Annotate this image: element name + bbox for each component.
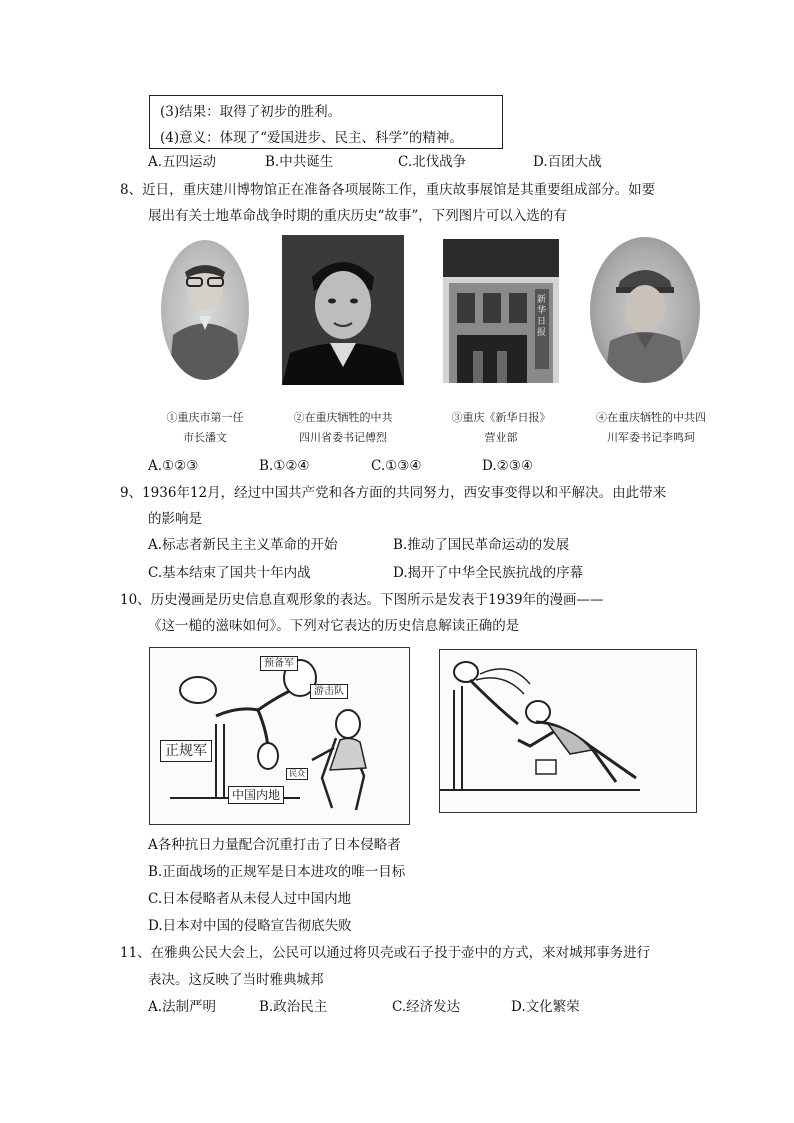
q8-stem-line-1: 8、近日，重庆建川博物馆正在准备各项展陈工作，重庆故事展馆是其重要组成部分。如要 [120,182,656,198]
photo-li-mingke [590,237,700,383]
q9-stem-line-1: 9、1936年12月，经过中国共产党和各方面的共同努力，西安事变得以和平解决。由此带来 [120,485,667,501]
caption-photo-1-line-2: 市长潘文 [183,431,227,444]
q11-stem-line-2: 表决。这反映了当时雅典城邦 [148,972,324,988]
cartoon-label-militia: 民众 [286,768,308,780]
q10-option-a[interactable]: A各种抗日力量配合沉重打击了日本侵略者 [148,837,401,853]
q7-option-b[interactable]: B.中共诞生 [265,154,334,170]
q10-option-c[interactable]: C.日本侵略者从未侵人过中国内地 [148,891,352,907]
q7-box-line-3: (3)结果：取得了初步的胜利。 [160,104,342,120]
photo-fu-lie [282,235,404,385]
q9-stem-line-2: 的影响是 [148,511,202,527]
q7-option-c[interactable]: C.北伐战争 [398,154,467,170]
q10-stem-line-2: 《这一槌的滋味如何》。下列对它表达的历史信息解读正确的是 [148,618,520,634]
caption-photo-1-line-1: ①重庆市第一任 [166,411,244,424]
q10-option-d[interactable]: D.日本对中国的侵略宣告彻底失败 [148,918,352,934]
q11-option-b[interactable]: B.政治民主 [259,999,328,1015]
q11-option-a[interactable]: A.法制严明 [148,999,217,1015]
photo-pan-wen [161,240,249,380]
photo-xinhua-daily-office [443,239,559,383]
cartoon-label-inland: 中国内地 [228,786,284,804]
q9-option-b[interactable]: B.推动了国民革命运动的发展 [393,537,570,553]
q10-option-b[interactable]: B.正面战场的正规军是日本进攻的唯一目标 [148,864,406,880]
q11-stem-line-1: 11、在雅典公民大会上，公民可以通过将贝壳或石子投于壶中的方式，来对城邦事务进行 [120,945,651,961]
caption-photo-3 [440,408,562,448]
caption-photo-2-line-1: ②在重庆牺牲的中共 [293,411,393,424]
caption-photo-4-line-1: ④在重庆牺牲的中共四 [596,411,706,424]
q8-option-a[interactable]: A.①②③ [148,458,199,474]
cartoon-label-guerrilla: 游击队 [310,684,348,699]
q11-option-d[interactable]: D.文化繁荣 [511,999,580,1015]
q7-clue-box [149,95,503,149]
caption-photo-1 [150,408,260,448]
cartoon-panel-left [149,647,410,825]
caption-photo-2 [280,408,406,448]
q8-option-d[interactable]: D.②③④ [482,458,533,474]
q8-option-c[interactable]: C.①③④ [371,458,422,474]
caption-photo-2-line-2: 四川省委书记傅烈 [299,431,387,444]
cartoon-panel-right [439,649,697,813]
xinhua-sign: 新华日报 [537,295,547,338]
q7-box-line-4: (4)意义：体现了“爱国进步、民主、科学”的精神。 [160,130,463,146]
q7-option-a[interactable]: A.五四运动 [148,154,217,170]
q11-option-c[interactable]: C.经济发达 [392,999,461,1015]
caption-photo-3-line-1: ③重庆《新华日报》 [451,411,551,424]
cartoon-label-regular-army: 正规军 [160,740,212,762]
cartoon-label-reserve: 预备军 [260,656,298,671]
q8-option-b[interactable]: B.①②④ [259,458,310,474]
q9-option-a[interactable]: A.标志者新民主主义革命的开始 [148,537,338,553]
caption-photo-3-line-2: 营业部 [484,431,518,444]
q10-stem-line-1: 10、历史漫画是历史信息直观形象的表达。下图所示是发表于1939年的漫画—— [120,592,604,608]
q9-option-c[interactable]: C.基本结束了国共十年内战 [148,565,311,581]
q9-option-d[interactable]: D.揭开了中华全民族抗战的序幕 [393,565,584,581]
q8-stem-line-2: 展出有关士地革命战争时期的重庆历史“故事”，下列图片可以入选的有 [148,208,567,224]
caption-photo-4-line-2: 川军委书记李鸣珂 [607,431,695,444]
caption-photo-4 [586,408,716,448]
q7-option-d[interactable]: D.百团大战 [533,154,602,170]
